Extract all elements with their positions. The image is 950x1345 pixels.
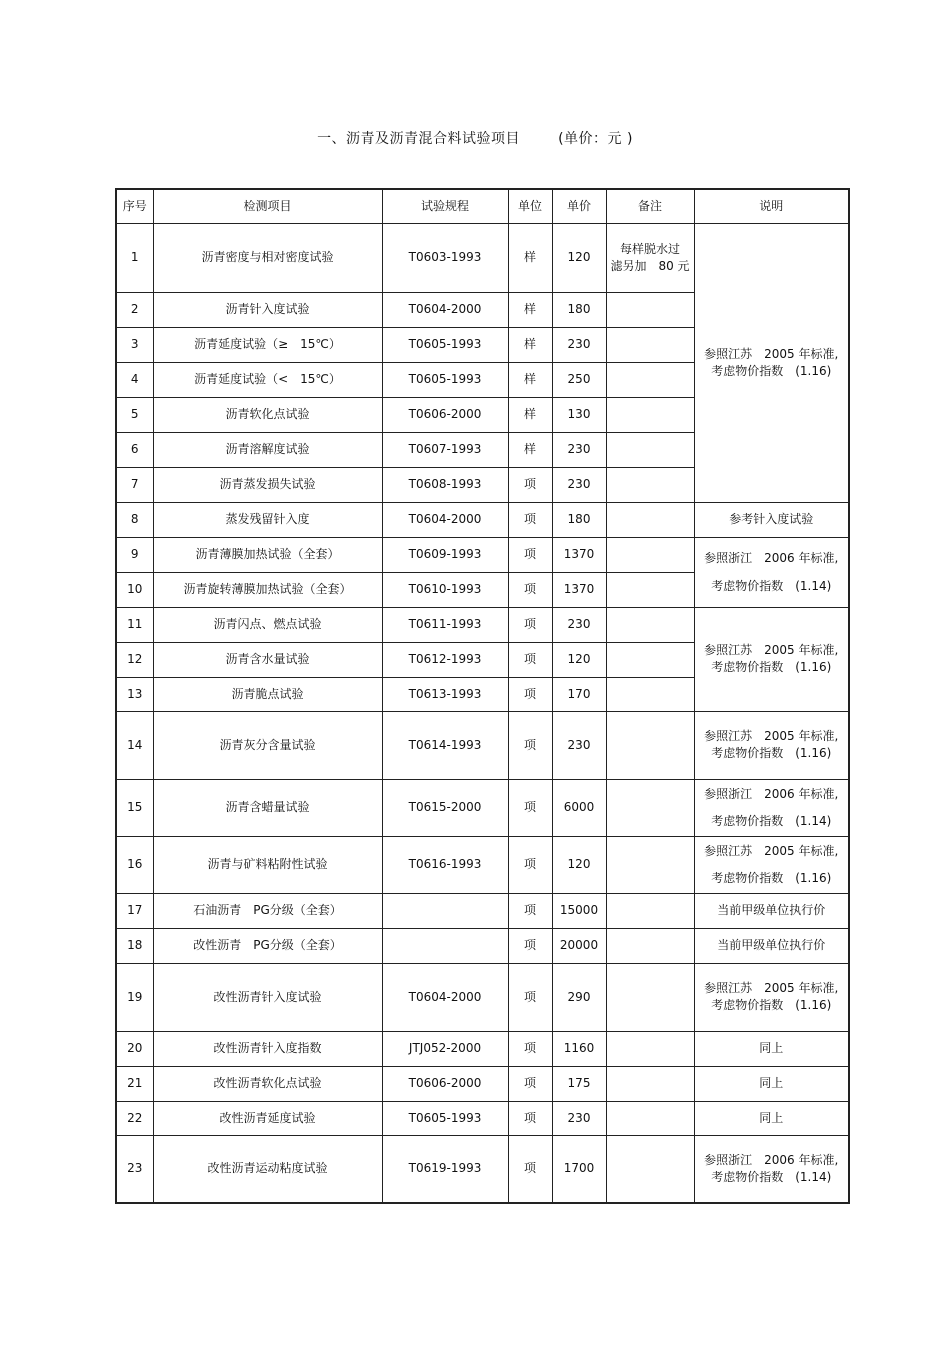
cell-item: 改性沥青针入度试验	[153, 963, 382, 1031]
cell-price: 250	[552, 362, 606, 397]
cell-remark	[606, 836, 694, 893]
cell-no: 14	[116, 711, 153, 779]
cell-item: 沥青针入度试验	[153, 292, 382, 327]
cell-desc: 同上	[694, 1101, 849, 1135]
header-remark: 备注	[606, 189, 694, 223]
cell-price: 1700	[552, 1135, 606, 1203]
desc-line-1: 参照江苏 2005 年标准,	[704, 643, 839, 657]
cell-remark	[606, 397, 694, 432]
title-text: 一、沥青及沥青混合料试验项目	[317, 131, 521, 147]
cell-price: 180	[552, 502, 606, 537]
table-row	[116, 779, 849, 836]
table-row	[116, 607, 849, 642]
cell-item: 沥青与矿料粘附性试验	[153, 836, 382, 893]
cell-unit: 项	[508, 502, 552, 537]
cell-spec: T0615-2000	[382, 779, 508, 836]
cell-no: 9	[116, 537, 153, 572]
cell-remark	[606, 1135, 694, 1203]
cell-price: 1370	[552, 537, 606, 572]
cell-unit: 项	[508, 928, 552, 963]
cell-price: 1160	[552, 1031, 606, 1066]
cell-spec: T0604-2000	[382, 502, 508, 537]
cell-no: 7	[116, 467, 153, 502]
desc-line-2: 考虑物价指数 (1.16)	[711, 746, 832, 760]
cell-spec: T0604-2000	[382, 292, 508, 327]
cell-remark	[606, 779, 694, 836]
desc-line-2: 考虑物价指数 (1.14)	[711, 813, 832, 828]
desc-line-2: 考虑物价指数 (1.14)	[711, 1169, 832, 1184]
desc-line-2: 考虑物价指数 (1.16)	[711, 363, 832, 378]
cell-no: 6	[116, 432, 153, 467]
cell-item: 沥青旋转薄膜加热试验（全套）	[153, 572, 382, 607]
cell-price: 20000	[552, 928, 606, 963]
table-row	[116, 893, 849, 928]
cell-no: 17	[116, 893, 153, 928]
cell-remark	[606, 572, 694, 607]
cell-spec: T0612-1993	[382, 642, 508, 677]
cell-spec: T0608-1993	[382, 467, 508, 502]
table-row	[116, 537, 849, 572]
cell-unit: 项	[508, 642, 552, 677]
cell-unit: 项	[508, 1066, 552, 1101]
desc-line-1: 参照江苏 2005 年标准,	[704, 843, 839, 858]
cell-remark	[606, 502, 694, 537]
cell-no: 13	[116, 677, 153, 711]
cell-remark	[606, 432, 694, 467]
remark-line-1: 每样脱水过	[619, 241, 680, 256]
table-row	[116, 928, 849, 963]
cell-desc	[694, 223, 849, 502]
header-item: 检测项目	[153, 189, 382, 223]
cell-remark	[606, 642, 694, 677]
cell-unit: 项	[508, 711, 552, 779]
cell-no: 20	[116, 1031, 153, 1066]
cell-unit: 项	[508, 963, 552, 1031]
cell-desc	[694, 1135, 849, 1203]
cell-unit: 项	[508, 1135, 552, 1203]
cell-unit: 样	[508, 362, 552, 397]
desc-line-1: 参照浙江 2006 年标准,	[704, 786, 839, 801]
cell-no: 16	[116, 836, 153, 893]
cell-desc: 当前甲级单位执行价	[694, 928, 849, 963]
unit-label: (单价：元 )	[558, 131, 633, 147]
cell-unit: 项	[508, 677, 552, 711]
cell-remark	[606, 1101, 694, 1135]
price-table	[115, 188, 850, 1204]
header-price: 单价	[552, 189, 606, 223]
cell-spec: T0606-2000	[382, 397, 508, 432]
cell-no: 23	[116, 1135, 153, 1203]
table-row	[116, 1101, 849, 1135]
cell-no: 15	[116, 779, 153, 836]
cell-price: 1370	[552, 572, 606, 607]
cell-desc	[694, 779, 849, 836]
cell-unit: 样	[508, 397, 552, 432]
desc-line-1: 参照江苏 2005 年标准,	[704, 346, 839, 361]
cell-price: 230	[552, 467, 606, 502]
cell-spec: T0616-1993	[382, 836, 508, 893]
cell-item: 沥青含水量试验	[153, 642, 382, 677]
cell-spec: JTJ052-2000	[382, 1031, 508, 1066]
cell-spec	[382, 928, 508, 963]
header-row	[116, 189, 849, 223]
desc-line-1: 参照江苏 2005 年标准,	[704, 981, 839, 995]
cell-price: 175	[552, 1066, 606, 1101]
cell-spec: T0609-1993	[382, 537, 508, 572]
header-spec: 试验规程	[382, 189, 508, 223]
cell-item: 沥青延度试验（< 15℃）	[153, 362, 382, 397]
cell-price: 290	[552, 963, 606, 1031]
remark-line-2: 滤另加 80 元	[610, 258, 690, 273]
cell-item: 沥青延度试验（≥ 15℃）	[153, 327, 382, 362]
cell-item: 改性沥青针入度指数	[153, 1031, 382, 1066]
desc-line-2: 考虑物价指数 (1.14)	[711, 579, 832, 593]
cell-price: 120	[552, 836, 606, 893]
cell-no: 2	[116, 292, 153, 327]
cell-spec: T0610-1993	[382, 572, 508, 607]
table-row	[116, 223, 849, 292]
cell-unit: 样	[508, 223, 552, 292]
cell-unit: 项	[508, 537, 552, 572]
cell-desc	[694, 607, 849, 711]
desc-line-1: 参照江苏 2005 年标准,	[704, 729, 839, 743]
cell-item: 改性沥青软化点试验	[153, 1066, 382, 1101]
cell-item: 沥青薄膜加热试验（全套）	[153, 537, 382, 572]
cell-price: 230	[552, 327, 606, 362]
desc-line-1: 参照浙江 2006 年标准,	[704, 1152, 839, 1167]
table-row	[116, 963, 849, 1031]
cell-no: 18	[116, 928, 153, 963]
cell-remark	[606, 711, 694, 779]
cell-item: 沥青灰分含量试验	[153, 711, 382, 779]
cell-price: 230	[552, 432, 606, 467]
cell-unit: 项	[508, 572, 552, 607]
cell-unit: 样	[508, 292, 552, 327]
header-no: 序号	[116, 189, 153, 223]
table-row	[116, 1066, 849, 1101]
cell-remark	[606, 677, 694, 711]
cell-no: 19	[116, 963, 153, 1031]
cell-remark	[606, 292, 694, 327]
cell-no: 3	[116, 327, 153, 362]
cell-item: 改性沥青 PG分级（全套）	[153, 928, 382, 963]
cell-remark	[606, 928, 694, 963]
table-row	[116, 711, 849, 779]
cell-desc	[694, 963, 849, 1031]
cell-spec: T0611-1993	[382, 607, 508, 642]
cell-no: 22	[116, 1101, 153, 1135]
cell-no: 8	[116, 502, 153, 537]
cell-item: 沥青脆点试验	[153, 677, 382, 711]
cell-remark	[606, 362, 694, 397]
cell-unit: 项	[508, 893, 552, 928]
cell-price: 120	[552, 642, 606, 677]
cell-spec	[382, 893, 508, 928]
table-row	[116, 1135, 849, 1203]
cell-desc	[694, 537, 849, 607]
desc-line-2: 考虑物价指数 (1.16)	[711, 870, 832, 885]
cell-remark	[606, 467, 694, 502]
desc-line-1: 参照浙江 2006 年标准,	[704, 551, 839, 565]
header-unit: 单位	[508, 189, 552, 223]
cell-spec: T0605-1993	[382, 362, 508, 397]
cell-unit: 项	[508, 607, 552, 642]
cell-no: 21	[116, 1066, 153, 1101]
cell-unit: 项	[508, 836, 552, 893]
cell-spec: T0614-1993	[382, 711, 508, 779]
cell-no: 12	[116, 642, 153, 677]
cell-desc	[694, 836, 849, 893]
desc-line-2: 考虑物价指数 (1.16)	[711, 998, 832, 1012]
cell-item: 沥青蒸发损失试验	[153, 467, 382, 502]
desc-line-2: 考虑物价指数 (1.16)	[711, 660, 832, 674]
cell-item: 蒸发残留针入度	[153, 502, 382, 537]
cell-spec: T0613-1993	[382, 677, 508, 711]
page-title	[0, 128, 950, 148]
cell-price: 170	[552, 677, 606, 711]
cell-price: 130	[552, 397, 606, 432]
cell-desc: 当前甲级单位执行价	[694, 893, 849, 928]
cell-no: 1	[116, 223, 153, 292]
cell-remark	[606, 893, 694, 928]
cell-unit: 项	[508, 467, 552, 502]
cell-item: 沥青闪点、燃点试验	[153, 607, 382, 642]
cell-desc	[694, 711, 849, 779]
cell-desc: 同上	[694, 1066, 849, 1101]
cell-item: 石油沥青 PG分级（全套）	[153, 893, 382, 928]
cell-remark	[606, 537, 694, 572]
header-desc: 说明	[694, 189, 849, 223]
cell-item: 沥青溶解度试验	[153, 432, 382, 467]
cell-remark	[606, 607, 694, 642]
cell-price: 180	[552, 292, 606, 327]
cell-unit: 项	[508, 1101, 552, 1135]
cell-item: 改性沥青运动粘度试验	[153, 1135, 382, 1203]
table-row	[116, 502, 849, 537]
cell-desc: 同上	[694, 1031, 849, 1066]
cell-spec: T0603-1993	[382, 223, 508, 292]
cell-no: 5	[116, 397, 153, 432]
cell-remark	[606, 963, 694, 1031]
cell-no: 10	[116, 572, 153, 607]
cell-no: 4	[116, 362, 153, 397]
cell-item: 沥青含蜡量试验	[153, 779, 382, 836]
cell-desc: 参考针入度试验	[694, 502, 849, 537]
cell-unit: 项	[508, 779, 552, 836]
cell-unit: 样	[508, 432, 552, 467]
table-row	[116, 836, 849, 893]
cell-spec: T0605-1993	[382, 327, 508, 362]
cell-unit: 样	[508, 327, 552, 362]
cell-remark	[606, 223, 694, 292]
cell-price: 230	[552, 607, 606, 642]
cell-spec: T0607-1993	[382, 432, 508, 467]
cell-spec: T0606-2000	[382, 1066, 508, 1101]
cell-item: 改性沥青延度试验	[153, 1101, 382, 1135]
cell-unit: 项	[508, 1031, 552, 1066]
cell-remark	[606, 1066, 694, 1101]
cell-item: 沥青密度与相对密度试验	[153, 223, 382, 292]
cell-spec: T0605-1993	[382, 1101, 508, 1135]
cell-price: 120	[552, 223, 606, 292]
cell-spec: T0604-2000	[382, 963, 508, 1031]
cell-price: 15000	[552, 893, 606, 928]
cell-price: 6000	[552, 779, 606, 836]
cell-remark	[606, 1031, 694, 1066]
table-row	[116, 1031, 849, 1066]
cell-no: 11	[116, 607, 153, 642]
cell-spec: T0619-1993	[382, 1135, 508, 1203]
cell-price: 230	[552, 1101, 606, 1135]
cell-price: 230	[552, 711, 606, 779]
cell-item: 沥青软化点试验	[153, 397, 382, 432]
cell-remark	[606, 327, 694, 362]
